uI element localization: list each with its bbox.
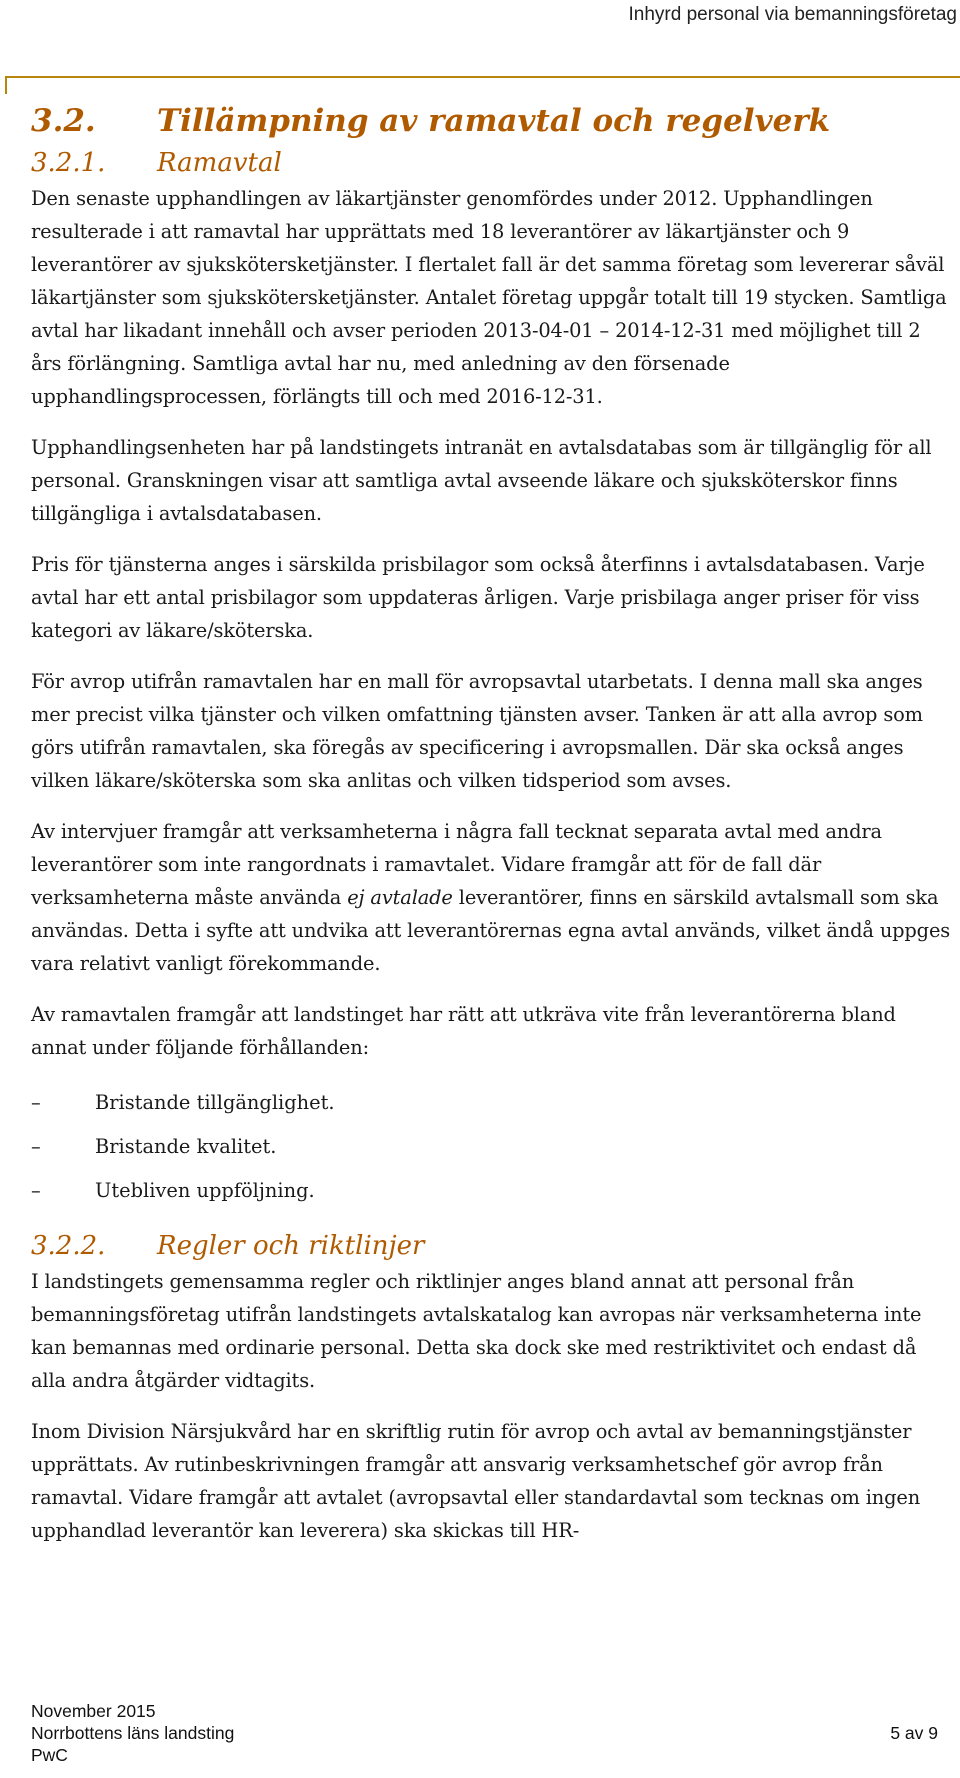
page-footer bbox=[31, 1700, 956, 1766]
paragraph: Inom Division Närsjukvård har en skriftlig rutin för avrop och avtal av bemanningstjänster upprättats. Av rutinbeskrivningen framgår att ansvarig verksamhetschef gör avrop från ramavtal. Vidare framgår att avtalet (avropsavtal eller standardavtal som tecknas om ingen upphandlad leverantör kan leverera) ska skickas till HR- bbox=[31, 1420, 921, 1542]
paragraph: Av ramavtalen framgår att landstinget har rätt att utkräva vite från leverantörerna bland annat under följande förhållanden: bbox=[31, 1003, 896, 1059]
header-rule bbox=[5, 76, 960, 78]
page-content bbox=[31, 98, 956, 1547]
paragraph-text: Av intervjuer framgår att verksamheterna i några fall tecknat separata avtal med andra leverantörer som inte rangordnats i ramavtalet. Vidare framgår att för de fall där verksamheterna måste använda bbox=[31, 820, 882, 909]
dash-bullet: – bbox=[31, 1135, 41, 1158]
list-item-text: Bristande kvalitet. bbox=[95, 1135, 277, 1158]
paragraph: Den senaste upphandlingen av läkartjänster genomfördes under 2012. Upphandlingen resulterade i att ramavtal har upprättats med 18 leverantörer av läkartjänster och 9 leverantörer av sjukskötersketjänster. I flertalet fall är det samma företag som levererar såväl läkartjänster som sjukskötersketjänster. Antalet företag uppgår totalt till 19 stycken. Samtliga avtal har likadant innehåll och avser perioden 2013-04-01 – 2014-12-31 med möjlighet till 2 års förlängning. Samtliga avtal har nu, med anledning av den försenade upphandlingsprocessen, förlängts till och med 2016-12-31. bbox=[31, 187, 947, 408]
subsection-number: 3.2.2. bbox=[31, 1231, 106, 1261]
dash-bullet: – bbox=[31, 1179, 41, 1202]
list-item bbox=[31, 1174, 956, 1207]
paragraph: Upphandlingsenheten har på landstingets intranät en avtalsdatabas som är tillgänglig för all personal. Granskningen visar att samtliga avtal avseende läkare och sjuksköterskor finns tillgängliga i avtalsdatabasen. bbox=[31, 436, 932, 525]
paragraph-text: leverantörer, finns en särskild avtalsmall som ska användas. Detta i syfte att undvika att leverantörernas egna avtal används, vilket ändå uppges vara relativt vanligt förekommande. bbox=[31, 886, 951, 975]
section-number: 3.2. bbox=[31, 103, 96, 139]
header-rule-corner bbox=[5, 76, 7, 94]
subsection-title: Regler och riktlinjer bbox=[157, 1231, 425, 1261]
footer-date: November 2015 bbox=[31, 1701, 156, 1721]
list-item bbox=[31, 1086, 956, 1119]
page-number: 5 av 9 bbox=[890, 1723, 938, 1743]
subsection-title: Ramavtal bbox=[157, 148, 282, 178]
footer-organization: Norrbottens läns landsting bbox=[31, 1723, 235, 1743]
paragraph: För avrop utifrån ramavtalen har en mall för avropsavtal utarbetats. I denna mall ska anges mer precist vilka tjänster och vilken omfattning tjänsten avser. Tanken är att alla avrop som görs utifrån ramavtalen, ska föregås av specificering i avropsmallen. Där ska också anges vilken läkare/sköterska som ska anlitas och vilken tidsperiod som avses. bbox=[31, 670, 923, 792]
list-item-text: Utebliven uppföljning. bbox=[95, 1179, 315, 1202]
subsection-number: 3.2.1. bbox=[31, 148, 106, 178]
list-item bbox=[31, 1130, 956, 1163]
italic-phrase: ej avtalade bbox=[347, 886, 453, 909]
subsection-heading-ramavtal bbox=[31, 144, 956, 182]
running-header: Inhyrd personal via bemanningsföretag bbox=[628, 4, 957, 25]
paragraph: I landstingets gemensamma regler och riktlinjer anges bland annat att personal från bemanningsföretag utifrån landstingets avtalskatalog kan avropas när verksamheterna inte kan bemannas med ordinarie personal. Detta ska dock ske med restriktivitet och endast då alla andra åtgärder vidtagits. bbox=[31, 1270, 922, 1392]
subsection-heading-regler bbox=[31, 1227, 956, 1265]
list-item-text: Bristande tillgänglighet. bbox=[95, 1091, 335, 1114]
paragraph bbox=[31, 815, 956, 980]
dash-bullet: – bbox=[31, 1091, 41, 1114]
penalty-list bbox=[31, 1086, 956, 1207]
footer-author: PwC bbox=[31, 1745, 68, 1765]
section-title: Tillämpning av ramavtal och regelverk bbox=[157, 103, 831, 139]
paragraph: Pris för tjänsterna anges i särskilda prisbilagor som också återfinns i avtalsdatabasen. Varje avtal har ett antal prisbilagor som uppdateras årligen. Varje prisbilaga anger priser för viss kategori av läkare/sköterska. bbox=[31, 553, 925, 642]
section-heading bbox=[31, 98, 956, 144]
